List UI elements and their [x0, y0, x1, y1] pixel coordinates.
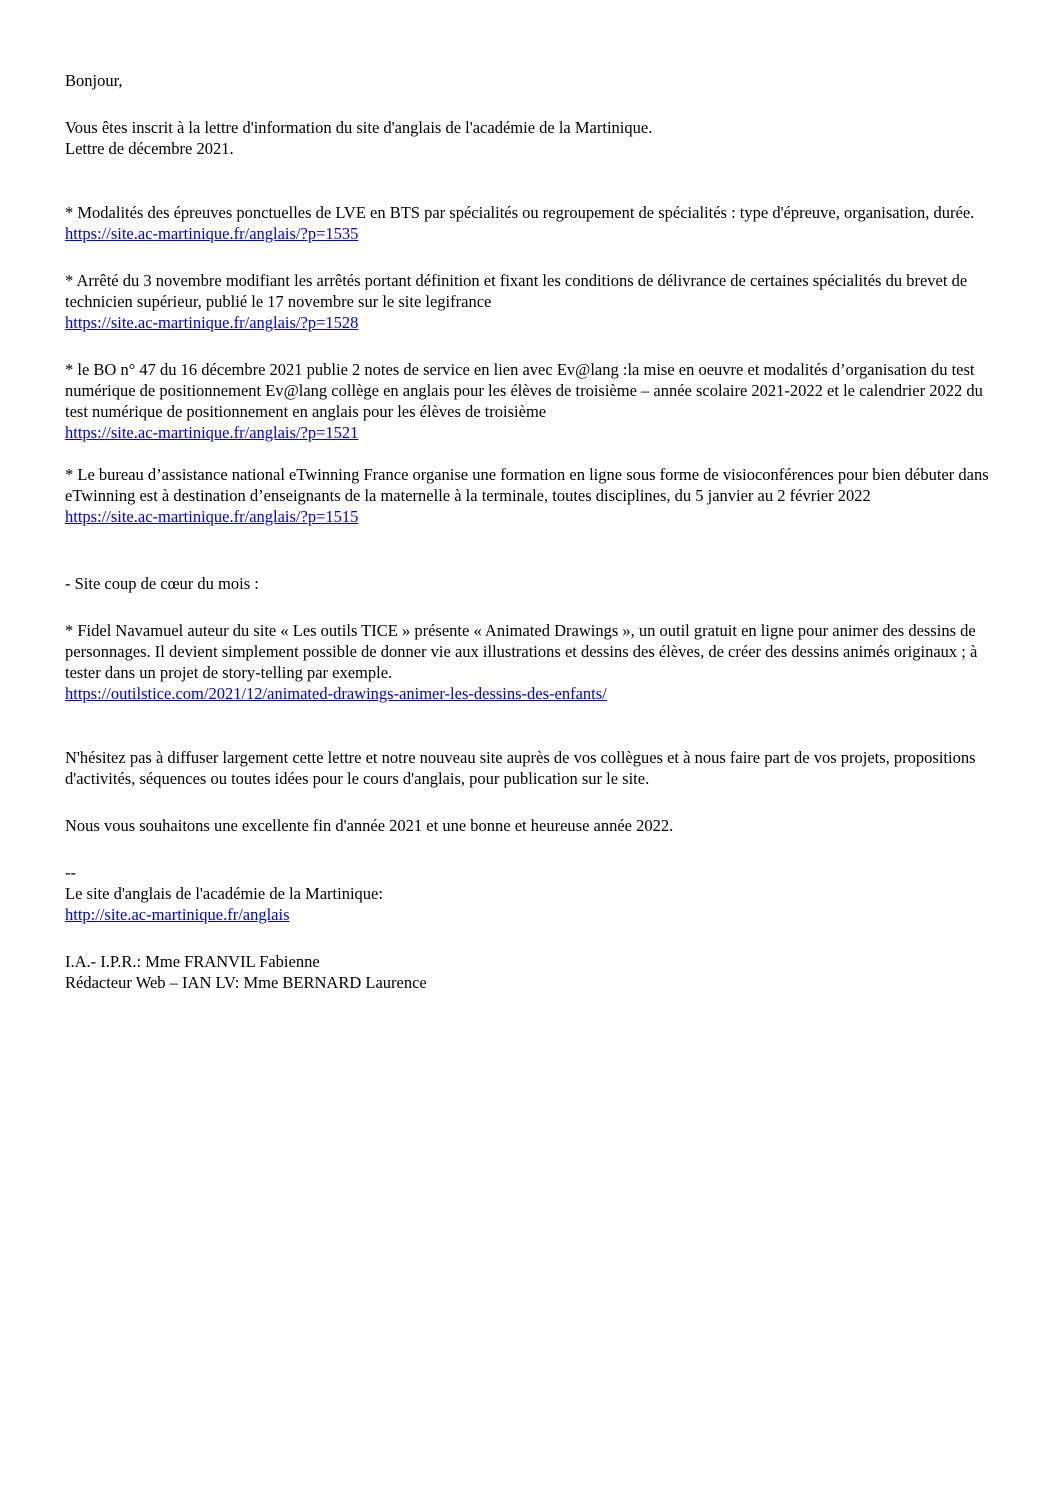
- newsletter-item-link[interactable]: https://site.ac-martinique.fr/anglais/?p=1535: [65, 224, 359, 243]
- signature-site-link[interactable]: http://site.ac-martinique.fr/anglais: [65, 905, 290, 924]
- signature-separator: --: [65, 863, 76, 882]
- newsletter-item: [65, 464, 992, 527]
- signature-site-block: [65, 862, 992, 925]
- signature-line-2: Rédacteur Web – IAN LV: Mme BERNARD Laurence: [65, 973, 427, 992]
- newsletter-item-text: * Le bureau d’assistance national eTwinning France organise une formation en ligne sous forme de visioconférences pour bien débuter dans eTwinning est à destination d’enseignants de la maternelle à la terminale, toutes disciplines, du 5 janvier au 2 février 2022: [65, 465, 989, 505]
- coup-de-coeur-item: [65, 620, 992, 704]
- coup-de-coeur-link[interactable]: https://outilstice.com/2021/12/animated-drawings-animer-les-dessins-des-enfants/: [65, 684, 607, 703]
- newsletter-item-link[interactable]: https://site.ac-martinique.fr/anglais/?p=1528: [65, 313, 359, 332]
- newsletter-item-text: * Modalités des épreuves ponctuelles de LVE en BTS par spécialités ou regroupement de spécialités : type d'épreuve, organisation, durée.: [65, 203, 975, 222]
- signature-line-1: I.A.- I.P.R.: Mme FRANVIL Fabienne: [65, 952, 320, 971]
- intro-line-2: Lettre de décembre 2021.: [65, 139, 234, 158]
- newsletter-item: [65, 359, 992, 443]
- newsletter-item-text: * Arrêté du 3 novembre modifiant les arrêtés portant définition et fixant les conditions de délivrance de certaines spécialités du brevet de technicien supérieur, publié le 17 novembre sur le site legifrance: [65, 271, 968, 311]
- newsletter-item: [65, 270, 992, 333]
- outro-paragraph-2: Nous vous souhaitons une excellente fin d'année 2021 et une bonne et heureuse année 2022.: [65, 816, 674, 835]
- greeting-text: Bonjour,: [65, 71, 123, 90]
- intro-line-1: Vous êtes inscrit à la lettre d'information du site d'anglais de l'académie de la Martinique.: [65, 118, 653, 137]
- coup-de-coeur-text: * Fidel Navamuel auteur du site « Les outils TICE » présente « Animated Drawings », un outil gratuit en ligne pour animer des dessins de personnages. Il devient simplement possible de donner vie aux illustrations et dessins des élèves, de créer des dessins animés originaux ; à tester dans un projet de story-telling par exemple.: [65, 621, 978, 682]
- section-header: - Site coup de cœur du mois :: [65, 574, 259, 593]
- newsletter-item-link[interactable]: https://site.ac-martinique.fr/anglais/?p=1521: [65, 423, 359, 442]
- newsletter-item-link[interactable]: https://site.ac-martinique.fr/anglais/?p=1515: [65, 507, 359, 526]
- signature-site-label: Le site d'anglais de l'académie de la Martinique:: [65, 884, 383, 903]
- newsletter-item: [65, 202, 992, 244]
- outro-paragraph-1: N'hésitez pas à diffuser largement cette lettre et notre nouveau site auprès de vos collègues et à nous faire part de vos projets, propositions d'activités, séquences ou toutes idées pour le cours d'anglais, pour publication sur le site.: [65, 748, 976, 788]
- newsletter-item-text: * le BO n° 47 du 16 décembre 2021 publie 2 notes de service en lien avec Ev@lang :la mise en oeuvre et modalités d’organisation du test numérique de positionnement Ev@lang collège en anglais pour les élèves de troisième – année scolaire 2021-2022 et le calendrier 2022 du test numérique de positionnement en anglais pour les élèves de troisième: [65, 360, 983, 421]
- intro-paragraph: [65, 117, 992, 159]
- signature-names-block: [65, 951, 992, 993]
